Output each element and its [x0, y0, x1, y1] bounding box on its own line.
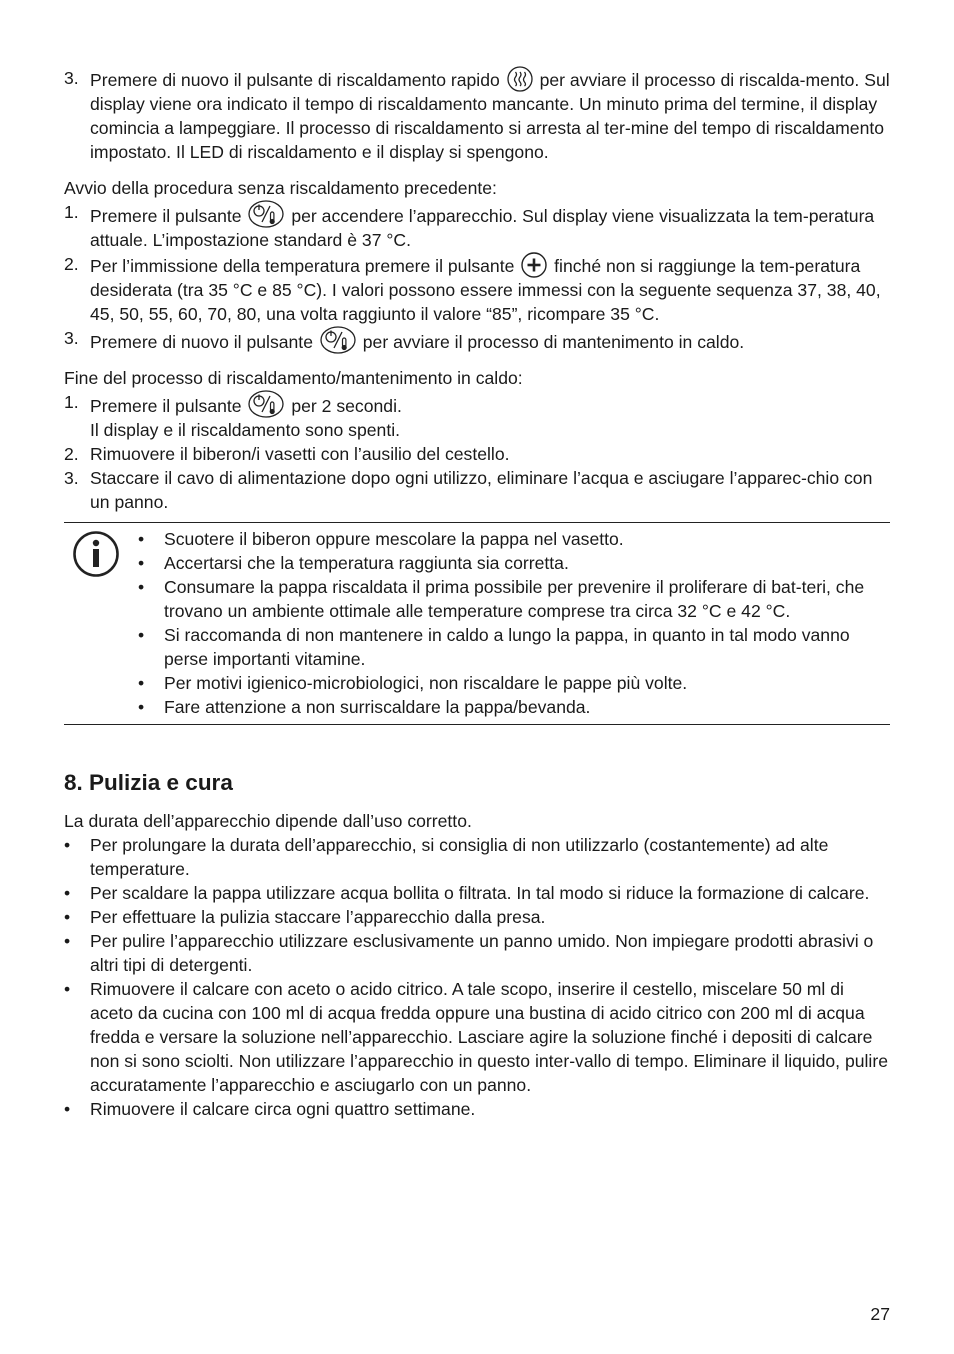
rapid-heat-icon — [507, 66, 533, 92]
plus-icon — [521, 252, 547, 278]
info-icon — [72, 530, 120, 583]
document-page — [64, 66, 890, 1121]
list-item: 1. Premere il pulsante per 2 secondi. Il display e il riscaldamento sono spenti. — [64, 392, 402, 440]
list-item: • Si raccomanda di non mantenere in caldo a lungo la pappa, in quanto in tal modo vanno perse importanti vitamine. — [138, 623, 890, 671]
list-item: • Scuotere il biberon oppure mescolare la pappa nel vasetto. — [138, 527, 890, 551]
list-item: 3. Staccare il cavo di alimentazione dopo ogni utilizzo, eliminare l’acqua e asciugare l’apparec-chio con un panno. — [64, 468, 873, 512]
list-item: • Rimuovere il calcare con aceto o acido citrico. A tale scopo, inserire il cestello, miscelare 50 ml di aceto da cucina con 100 ml di acqua fredda oppure una bustina di acido citrico con 200 ml di acqua fredda e versare la soluzione nell’apparecchio. Lasciare agire la soluzione finché i depositi di calcare non si sono sciolti. Non utilizzare l’apparecchio in questo inter-vallo di tempo. Eliminare il liquido, pulire accuratamente l’apparecchio e asciugarlo con un panno. — [64, 977, 890, 1097]
list-item: 2. Rimuovere il biberon/i vasetti con l’ausilio del cestello. — [64, 444, 510, 464]
list-item: 3. Premere di nuovo il pulsante per avviare il processo di mantenimento in caldo. — [64, 328, 745, 352]
page-number: 27 — [870, 1304, 890, 1324]
item-number: 1. — [64, 202, 79, 222]
paragraph-end-of-process: Fine del processo di riscaldamento/mantenimento in caldo: — [64, 368, 523, 388]
section-heading: 8. Pulizia e cura — [64, 770, 233, 795]
paragraph-start-without-heating: Avvio della procedura senza riscaldamento precedente: — [64, 178, 497, 198]
item-number: 2. — [64, 444, 79, 464]
info-bullet-list — [64, 527, 890, 719]
item-number: 3. — [64, 468, 79, 488]
power-keepwarm-icon — [248, 390, 284, 418]
item-number: 1. — [64, 392, 79, 412]
list-item: • Per scaldare la pappa utilizzare acqua bollita o filtrata. In tal modo si riduce la formazione di calcare. — [64, 881, 890, 905]
list-item: • Consumare la pappa riscaldata il prima possibile per prevenire il proliferare di bat-teri, che trovano un ambiente ottimale alle temperature comprese tra circa 32 °C e 42 °C. — [138, 575, 890, 623]
list-item: • Per prolungare la durata dell’apparecchio, si consiglia di non utilizzarlo (costantemente) ad alte temperature. — [64, 833, 890, 881]
list-item: • Fare attenzione a non surriscaldare la pappa/bevanda. — [138, 695, 890, 719]
info-box — [64, 522, 890, 725]
power-keepwarm-icon — [248, 200, 284, 228]
list-item: • Rimuovere il calcare circa ogni quattro settimane. — [64, 1097, 890, 1121]
step-list-end — [64, 390, 890, 514]
list-item: • Per motivi igienico-microbiologici, non riscaldare le pappe più volte. — [138, 671, 890, 695]
list-item: 2. Per l’immissione della temperatura premere il pulsante finché non si raggiunge la tem-peratura desiderata (tra 35 °C e 85 °C). I valori possono essere immessi con la seguente sequenza 37, 38, 40, 45, 50, 55, 60, 70, 80, una volta raggiunto il valore “85”, ricompare 35 °C. — [64, 254, 881, 324]
list-item: • Accertarsi che la temperatura raggiunta sia corretta. — [138, 551, 890, 575]
step-list-start — [64, 200, 890, 354]
list-item: • Per effettuare la pulizia staccare l’apparecchio dalla presa. — [64, 905, 890, 929]
item-number: 3. — [64, 68, 79, 88]
section-intro: La durata dell’apparecchio dipende dall’uso corretto. — [64, 811, 472, 831]
power-keepwarm-icon — [320, 326, 356, 354]
list-item: • Per pulire l’apparecchio utilizzare esclusivamente un panno umido. Non impiegare prodotti abrasivi o altri tipi di detergenti. — [64, 929, 890, 977]
item-number: 2. — [64, 254, 79, 274]
list-item: 3. Premere di nuovo il pulsante di riscaldamento rapido per avviare il processo di riscalda-mento. Sul display viene ora indicato il tempo di riscaldamento mancante. Un minuto prima del termine, il display comincia a lampeggiare. Il processo di riscaldamento si arresta al ter-mine del tempo di riscaldamento impostato. Il LED di riscaldamento e il display si spengono. — [64, 68, 890, 162]
list-item: 1. Premere il pulsante per accendere l’apparecchio. Sul display viene visualizzata la tem-peratura attuale. L’impostazione standard è 37 °C. — [64, 202, 875, 250]
item-number: 3. — [64, 328, 79, 348]
care-bullet-list — [64, 833, 890, 1121]
step-list-rapid-heating — [64, 66, 890, 164]
